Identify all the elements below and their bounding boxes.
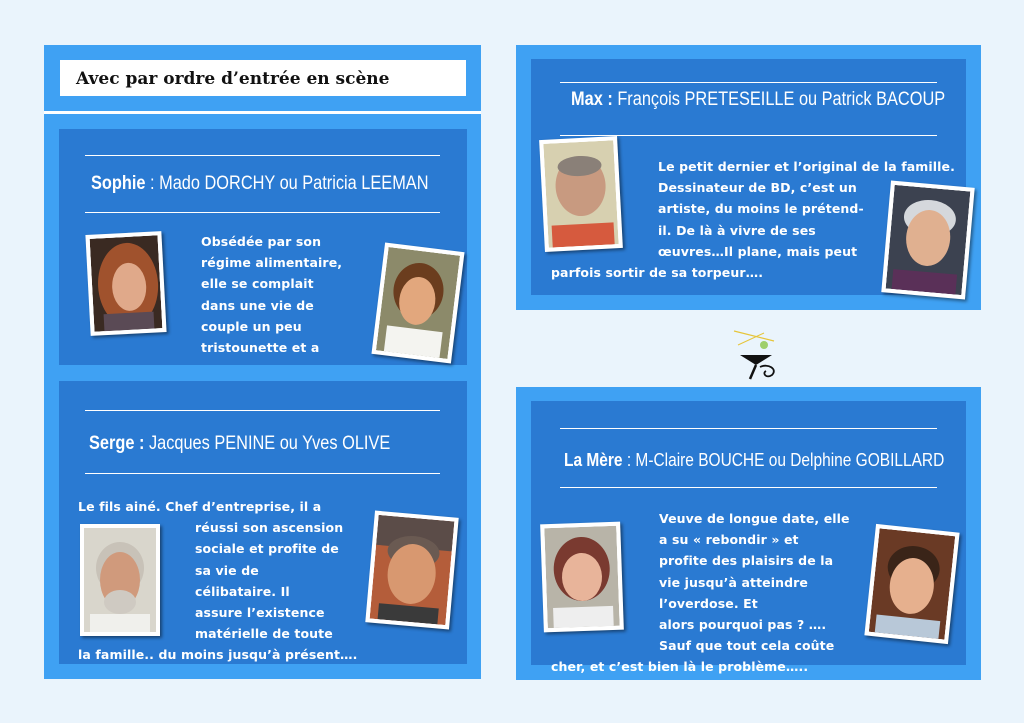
text-line: dans une vie de bbox=[201, 297, 314, 313]
actor-names: : Mado DORCHY ou Patricia LEEMAN bbox=[150, 173, 429, 194]
text-line: célibataire. Il bbox=[195, 583, 290, 599]
text-line: assure l’existence bbox=[195, 605, 325, 621]
text-line: Le petit dernier et l’original de la famille. bbox=[658, 159, 955, 174]
actor-photo bbox=[365, 511, 458, 630]
cocktail-logo bbox=[728, 325, 784, 381]
sophie-cast-line bbox=[91, 173, 429, 195]
divider bbox=[560, 82, 937, 83]
divider bbox=[560, 428, 937, 429]
divider bbox=[85, 155, 440, 156]
text-line: la famille.. du moins jusqu’à présent…. bbox=[78, 647, 358, 663]
title-box bbox=[60, 60, 466, 96]
role-name: Sophie bbox=[91, 173, 146, 194]
actor-photo bbox=[80, 524, 160, 636]
text-line: sociale et profite de bbox=[195, 541, 339, 557]
divider bbox=[560, 487, 937, 488]
text-line: l’overdose. Et bbox=[659, 595, 758, 611]
text-line: réussi son ascension bbox=[195, 520, 344, 536]
actor-photo bbox=[540, 522, 624, 633]
text-line: couple un peu bbox=[201, 318, 302, 334]
divider bbox=[85, 473, 440, 474]
divider bbox=[85, 212, 440, 213]
actor-photo bbox=[864, 524, 959, 644]
actor-names: François PRETESEILLE ou Patrick BACOUP bbox=[617, 89, 946, 110]
actor-names: : M-Claire BOUCHE ou Delphine GOBILLARD bbox=[626, 450, 945, 470]
text-line: il. De là à vivre de ses bbox=[658, 222, 816, 238]
text-line: œuvres…Il plane, mais peut bbox=[658, 243, 858, 259]
text-line: Sauf que tout cela coûte bbox=[659, 638, 835, 654]
actor-photo bbox=[85, 231, 166, 336]
text-line: sa vie de bbox=[195, 562, 259, 578]
page-title: Avec par ordre d’entrée en scène bbox=[76, 69, 390, 89]
text-line: Veuve de longue date, elle bbox=[659, 511, 850, 526]
max-cast-line bbox=[571, 89, 945, 111]
actor-photo bbox=[539, 136, 623, 252]
text-line: elle se complait bbox=[201, 276, 314, 292]
text-line: parfois sortir de sa torpeur…. bbox=[551, 265, 764, 281]
text-line: artiste, du moins le prétend- bbox=[658, 201, 864, 217]
text-line: Dessinateur de BD, c’est un bbox=[658, 180, 857, 196]
text-line: cher, et c’est bien là le problème….. bbox=[551, 659, 809, 675]
text-line: matérielle de toute bbox=[195, 626, 333, 642]
actor-names: Jacques PENINE ou Yves OLIVE bbox=[148, 433, 391, 454]
actor-photo bbox=[371, 243, 464, 364]
text-line: régime alimentaire, bbox=[201, 255, 343, 271]
role-name: Max : bbox=[571, 89, 613, 110]
text-line: profite des plaisirs de la bbox=[659, 553, 834, 569]
role-name: Serge : bbox=[89, 433, 145, 454]
mere-cast-line bbox=[564, 450, 944, 471]
text-line: a su « rebondir » et bbox=[659, 532, 799, 548]
text-line: tristounette et a bbox=[201, 340, 320, 356]
sophie-description bbox=[201, 231, 342, 358]
actor-photo bbox=[881, 181, 974, 300]
text-line: Le fils ainé. Chef d’entreprise, il a bbox=[78, 499, 322, 514]
divider bbox=[85, 410, 440, 411]
text-line: Obsédée par son bbox=[201, 234, 322, 249]
text-line: alors pourquoi pas ? …. bbox=[659, 617, 827, 633]
role-name: La Mère bbox=[564, 450, 623, 470]
serge-cast-line bbox=[89, 433, 390, 455]
text-line: vie jusqu’à atteindre bbox=[659, 574, 809, 590]
left-column-divider bbox=[44, 111, 481, 114]
